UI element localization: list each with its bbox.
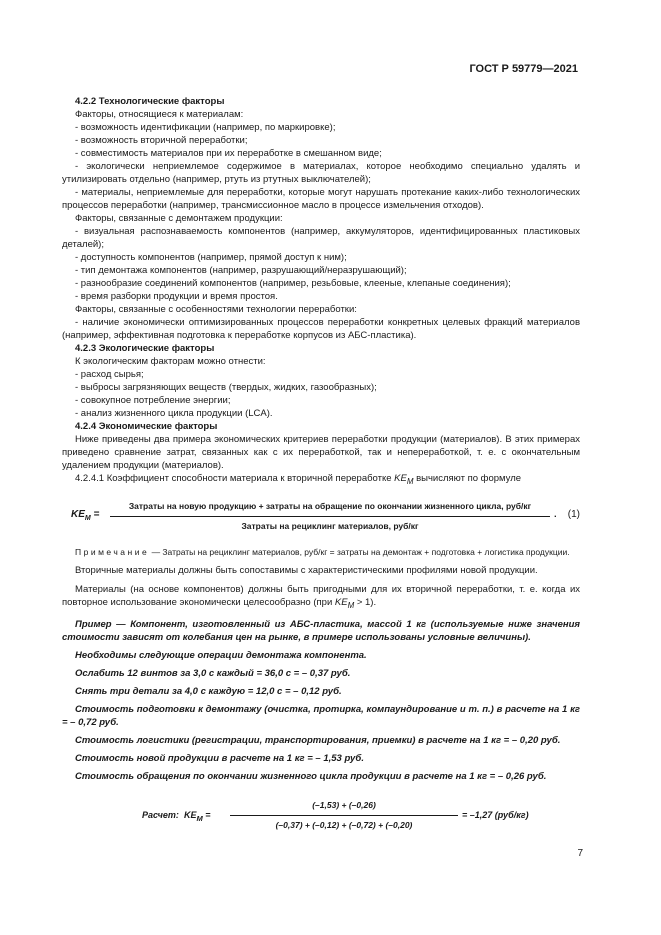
paragraph-components: Материалы (на основе компонентов) должны быть пригодными для их вторичной переработки, т. е. когда их повторное использование экономически целесообразно (при $KE_M > 1$).	[62, 583, 580, 610]
coef-paragraph	[62, 472, 580, 488]
note-text: — Затраты на рециклинг материалов, руб/кг = затраты на демонтаж + подготовка + логистика продукции.	[149, 546, 570, 557]
text-line: - наличие экономически оптимизированных процессов переработки конкретных целевых фракций материалов (например, эффективная подготовка к переработке корпусов из АБС-пластика).	[62, 317, 580, 341]
section-heading: 4.2.2 Технологические факторы	[75, 96, 225, 107]
example-line: Стоимость подготовки к демонтажу (очистка, протирка, компаундирование и т. п.) в расчете на 1 кг = – 0,72 руб.	[62, 703, 580, 728]
coef-symbol: $KE_M$	[394, 473, 414, 486]
text-line: - расход сырья;	[75, 369, 144, 380]
example-line: Ослабить 12 винтов за 3,0 с каждый = 36,0 с = – 0,37 руб.	[75, 667, 351, 679]
note	[62, 546, 580, 558]
coef-tail: вычисляют по формуле	[416, 473, 522, 484]
example-line: Необходимы следующие операции демонтажа компонента.	[75, 649, 367, 661]
calc-label: Расчет: $KE_M$ =	[142, 809, 211, 823]
formula-number: (1)	[567, 508, 580, 520]
formula-dot: .	[554, 508, 557, 520]
paragraph-secondary: Вторичные материалы должны быть сопоставимы с характеристическими профилями новой продукции.	[75, 564, 538, 576]
section-heading: 4.2.4 Экономические факторы	[75, 421, 218, 432]
calculation	[62, 797, 580, 843]
example-line: Пример — Компонент, изготовленный из АБС-пластика, массой 1 кг (используемые ниже значения стоимости зависят от колебания цен на рынке, в примере использованы условные величины).	[62, 618, 580, 643]
example-block	[62, 618, 580, 783]
text-line: - возможность идентификации (например, по маркировке);	[75, 122, 336, 133]
text-line: - тип демонтажа компонентов (например, разрушающий/неразрушающий);	[75, 265, 407, 276]
formula-1	[62, 498, 580, 538]
text-line: - совместимость материалов при их переработке в смешанном виде;	[75, 148, 382, 159]
formula-denominator: Затраты на рециклинг материалов, руб/кг	[241, 520, 419, 531]
formula-fraction	[110, 500, 550, 533]
page-number: 7	[577, 848, 583, 859]
text-line: - экологически неприемлемое содержимое в материалах, которое необходимо специально удалять и утилизировать отдельно (например, ртуть из ртутных выключателей);	[62, 161, 580, 185]
text-line: - выбросы загрязняющих веществ (твердых, жидких, газообразных);	[75, 382, 377, 393]
calc-result: = –1,27 (руб/кг)	[462, 809, 529, 820]
calc-denominator: (–0,37) + (–0,12) + (–0,72) + (–0,20)	[275, 819, 413, 830]
example-line: Стоимость новой продукции в расчете на 1 кг = – 1,53 руб.	[75, 752, 364, 764]
text-line: Факторы, относящиеся к материалам:	[75, 109, 244, 120]
section-heading: 4.2.3 Экологические факторы	[75, 343, 215, 354]
formula-numerator: Затраты на новую продукцию + затраты на обращение по окончании жизненного цикла, руб/кг	[110, 500, 550, 517]
text-line: Факторы, связанные с особенностями технологии переработки:	[75, 304, 357, 315]
document-body	[62, 95, 580, 843]
calc-numerator: (–1,53) + (–0,26)	[230, 799, 458, 816]
example-line: Стоимость логистики (регистрации, транспортирования, приемки) в расчете на 1 кг = – 0,20 руб.	[75, 734, 561, 746]
text-line: - возможность вторичной переработки;	[75, 135, 248, 146]
example-line: Снять три детали за 4,0 с каждую = 12,0 с = – 0,12 руб.	[75, 685, 342, 697]
note-label: Примечание	[75, 546, 150, 557]
text-line: - доступность компонентов (например, прямой доступ к ним);	[75, 252, 347, 263]
text-line: - визуальная распознаваемость компонентов (например, аккумуляторов, идентифицированных пластиковых деталей);	[62, 226, 580, 250]
text-line: К экологическим факторам можно отнести:	[75, 356, 266, 367]
text-line: - время разборки продукции и время простоя.	[75, 291, 278, 302]
coef-text: 4.2.4.1 Коэффициент способности материала к вторичной переработке	[75, 473, 392, 484]
text-line: - разнообразие соединений компонентов (например, резьбовые, клееные, клепаные соединения);	[75, 278, 511, 289]
example-line: Стоимость обращения по окончании жизненного цикла продукции в расчете на 1 кг = – 0,26 руб.	[75, 770, 547, 782]
text-line: - анализ жизненного цикла продукции (LCA).	[75, 408, 273, 419]
text-line: Ниже приведены два примера экономических критериев переработки продукции (материалов). В этих примерах приведено сравнение затрат, связанных как с их переработкой, так и непереработкой, т. е. с окончательным удалением продукции (материалов).	[62, 434, 580, 471]
formula-lhs: $KE_M$ =	[71, 508, 100, 522]
section-text	[62, 95, 580, 472]
calc-fraction	[230, 799, 458, 832]
text-line: - совокупное потребление энергии;	[75, 395, 231, 406]
text-line: Факторы, связанные с демонтажем продукции:	[75, 213, 283, 224]
text-line: - материалы, неприемлемые для переработки, которые могут нарушать протекание каких-либо технологических процессов переработки (например, трансмиссионное масло в процессе измельчения отходов).	[62, 187, 580, 211]
document-header: ГОСТ Р 59779—2021	[469, 63, 578, 75]
